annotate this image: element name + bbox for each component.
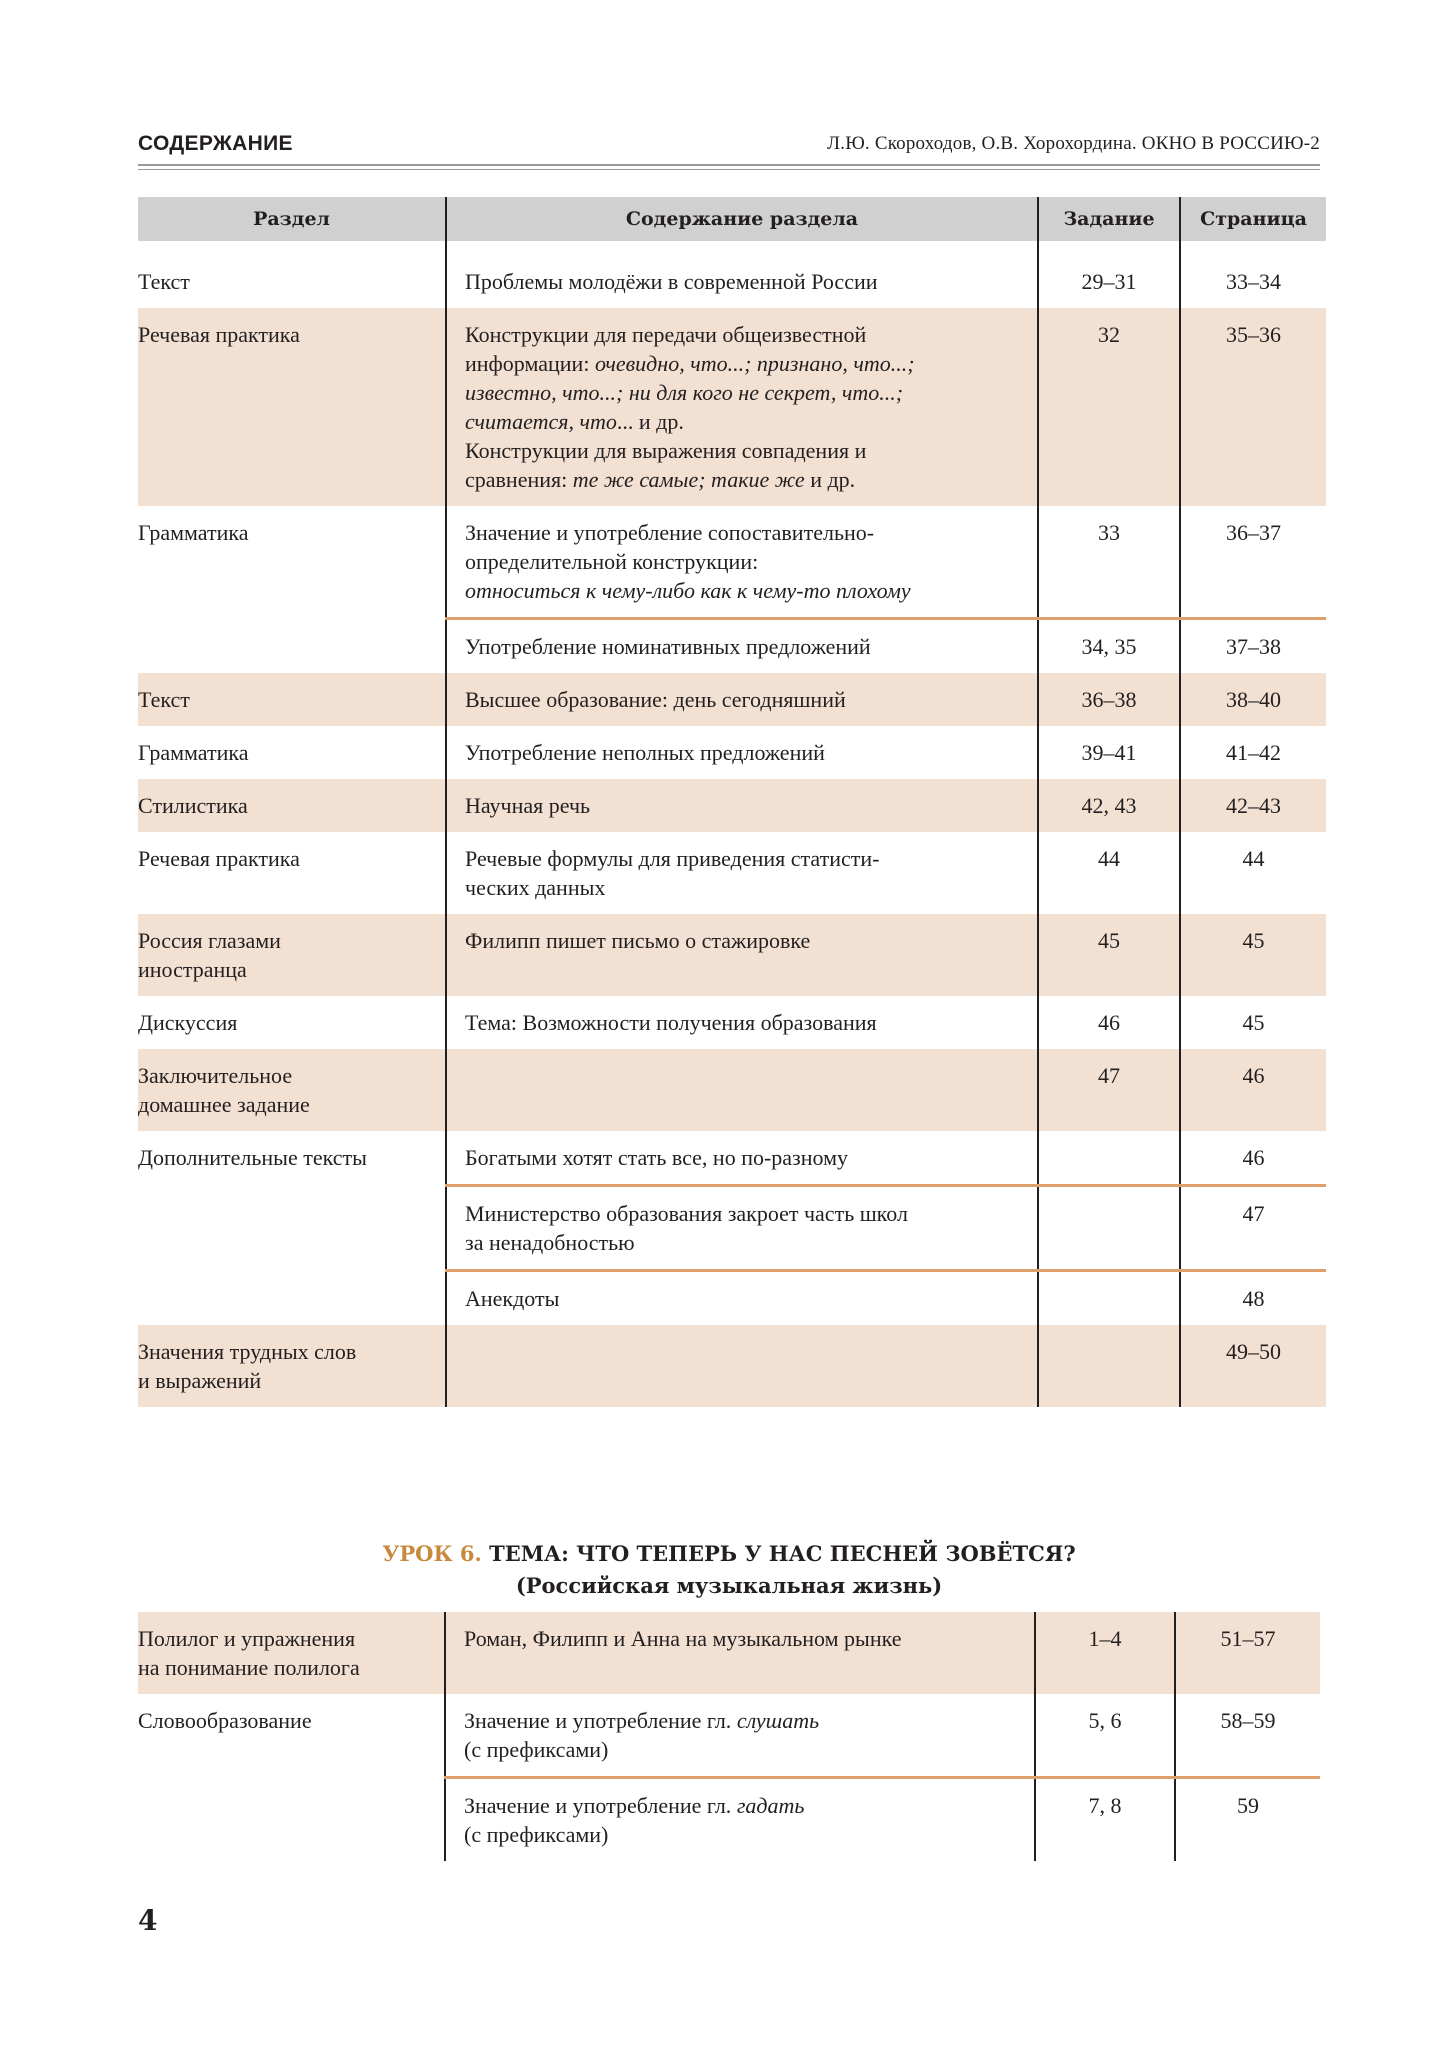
row-section: Россия глазами иностранца bbox=[138, 928, 281, 982]
row-page: 45 bbox=[1242, 1010, 1265, 1035]
row-task: 29–31 bbox=[1081, 269, 1137, 294]
table-row bbox=[138, 506, 1326, 619]
row-section bbox=[138, 1271, 437, 1295]
row-section: Речевая практика bbox=[138, 322, 300, 347]
row-page: 59 bbox=[1237, 1793, 1259, 1818]
running-head bbox=[138, 130, 1320, 166]
col-header-page: Страница bbox=[1180, 197, 1326, 241]
row-page: 38–40 bbox=[1226, 687, 1281, 712]
table-row bbox=[138, 1612, 1320, 1694]
table-row bbox=[138, 996, 1326, 1049]
row-page: 46 bbox=[1242, 1063, 1265, 1088]
row-task bbox=[1039, 1272, 1179, 1296]
lesson-number: УРОК 6. bbox=[382, 1541, 482, 1566]
row-page: 49–50 bbox=[1226, 1339, 1281, 1364]
lesson-heading bbox=[138, 1538, 1320, 1602]
table-row bbox=[138, 673, 1326, 726]
contents-table bbox=[138, 197, 1326, 1407]
row-task: 44 bbox=[1098, 846, 1120, 871]
section-title: СОДЕРЖАНИЕ bbox=[138, 132, 293, 155]
row-content: Высшее образование: день сегодняшний bbox=[465, 687, 846, 712]
table-row bbox=[138, 1325, 1326, 1407]
row-page: 36–37 bbox=[1226, 520, 1281, 545]
row-content: Анекдоты bbox=[465, 1286, 560, 1311]
row-page: 37–38 bbox=[1226, 634, 1281, 659]
table-header-row bbox=[138, 197, 1326, 241]
row-task: 36–38 bbox=[1081, 687, 1137, 712]
row-section bbox=[138, 619, 437, 643]
row-page: 51–57 bbox=[1220, 1626, 1276, 1651]
table-row bbox=[138, 832, 1326, 914]
row-section: Заключительное домашнее задание bbox=[138, 1063, 310, 1117]
table-row bbox=[138, 241, 1326, 308]
page-number: 4 bbox=[138, 1904, 158, 1937]
table-row bbox=[138, 619, 1326, 674]
table-row bbox=[138, 1131, 1326, 1186]
lesson-title bbox=[138, 1538, 1320, 1570]
row-task: 7, 8 bbox=[1088, 1793, 1122, 1818]
table-row bbox=[138, 1271, 1326, 1326]
row-section: Текст bbox=[138, 269, 190, 294]
lesson-subtitle: (Российская музыкальная жизнь) bbox=[515, 1573, 943, 1598]
table-row bbox=[138, 726, 1326, 779]
row-page: 44 bbox=[1242, 846, 1265, 871]
row-task: 34, 35 bbox=[1081, 634, 1137, 659]
row-page: 58–59 bbox=[1220, 1708, 1276, 1733]
row-section: Грамматика bbox=[138, 520, 249, 545]
table-row bbox=[138, 308, 1326, 506]
row-page: 46 bbox=[1242, 1145, 1265, 1170]
lesson-table bbox=[138, 1612, 1320, 1861]
row-content bbox=[465, 1049, 1029, 1073]
row-content: Значение и употребление гл. гадать (с префиксами) bbox=[464, 1793, 805, 1847]
row-task: 33 bbox=[1098, 520, 1120, 545]
row-section: Грамматика bbox=[138, 740, 249, 765]
row-task: 42, 43 bbox=[1081, 793, 1137, 818]
row-task: 47 bbox=[1098, 1063, 1120, 1088]
row-section bbox=[138, 1778, 436, 1802]
row-page: 33–34 bbox=[1226, 269, 1281, 294]
row-task bbox=[1039, 1131, 1179, 1155]
col-header-section: Раздел bbox=[138, 197, 446, 241]
book-title: Л.Ю. Скороходов, О.В. Хорохордина. ОКНО В РОССИЮ-2 bbox=[827, 133, 1320, 154]
row-page: 45 bbox=[1242, 928, 1265, 953]
row-content: Министерство образования закроет часть школ за ненадобностью bbox=[465, 1201, 908, 1255]
row-content: Значение и употребление гл. слушать (с префиксами) bbox=[464, 1708, 820, 1762]
row-content: Употребление номинативных предложений bbox=[465, 634, 871, 659]
row-content: Научная речь bbox=[465, 793, 591, 818]
row-content: Употребление неполных предложений bbox=[465, 740, 825, 765]
row-page: 41–42 bbox=[1226, 740, 1281, 765]
table-row bbox=[138, 1694, 1320, 1778]
row-page: 42–43 bbox=[1226, 793, 1281, 818]
table-row bbox=[138, 1186, 1326, 1271]
row-content: Роман, Филипп и Анна на музыкальном рынке bbox=[464, 1626, 902, 1651]
row-content: Филипп пишет письмо о стажировке bbox=[465, 928, 811, 953]
row-task: 39–41 bbox=[1081, 740, 1137, 765]
row-section: Дискуссия bbox=[138, 1010, 238, 1035]
row-content: Проблемы молодёжи в современной России bbox=[465, 269, 878, 294]
table-row bbox=[138, 1778, 1320, 1862]
row-task bbox=[1039, 1325, 1179, 1349]
row-page: 48 bbox=[1242, 1286, 1265, 1311]
row-section: Стилистика bbox=[138, 793, 248, 818]
row-task: 5, 6 bbox=[1088, 1708, 1122, 1733]
col-header-task: Задание bbox=[1038, 197, 1180, 241]
row-section: Словообразование bbox=[138, 1708, 312, 1733]
row-section: Значения трудных слов и выражений bbox=[138, 1339, 357, 1393]
row-page: 35–36 bbox=[1226, 322, 1281, 347]
row-content: Конструкции для передачи общеизвестной информации: очевидно, что...; признано, что...; известно, что...; ни для кого не секрет, что...; считается, что... и др. Конструкции для выражения совпадения и сравнения: те же самые; такие же и др. bbox=[465, 322, 915, 492]
row-task bbox=[1039, 1187, 1179, 1211]
row-content bbox=[465, 1325, 1029, 1349]
table-row bbox=[138, 779, 1326, 832]
row-page: 47 bbox=[1242, 1201, 1265, 1226]
row-task: 45 bbox=[1098, 928, 1120, 953]
row-section: Дополнительные тексты bbox=[138, 1145, 367, 1170]
row-task: 32 bbox=[1098, 322, 1120, 347]
row-task: 1–4 bbox=[1088, 1626, 1122, 1651]
table-row bbox=[138, 914, 1326, 996]
row-content: Речевые формулы для приведения статисти- ческих данных bbox=[465, 846, 880, 900]
row-section bbox=[138, 1186, 437, 1210]
row-section: Полилог и упражнения на понимание полилога bbox=[138, 1626, 360, 1680]
row-task: 46 bbox=[1098, 1010, 1120, 1035]
lesson-topic: ТЕМА: ЧТО ТЕПЕРЬ У НАС ПЕСНЕЙ ЗОВЁТСЯ? bbox=[489, 1541, 1076, 1566]
row-content: Богатыми хотят стать все, но по-разному bbox=[465, 1145, 849, 1170]
row-section: Речевая практика bbox=[138, 846, 300, 871]
col-header-content: Содержание раздела bbox=[446, 197, 1038, 241]
row-content: Значение и употребление сопоставительно- определительной конструкции: относиться к чему-либо как к чему-то плохому bbox=[465, 520, 911, 603]
row-section: Текст bbox=[138, 687, 190, 712]
row-content: Тема: Возможности получения образования bbox=[465, 1010, 877, 1035]
table-row bbox=[138, 1049, 1326, 1131]
